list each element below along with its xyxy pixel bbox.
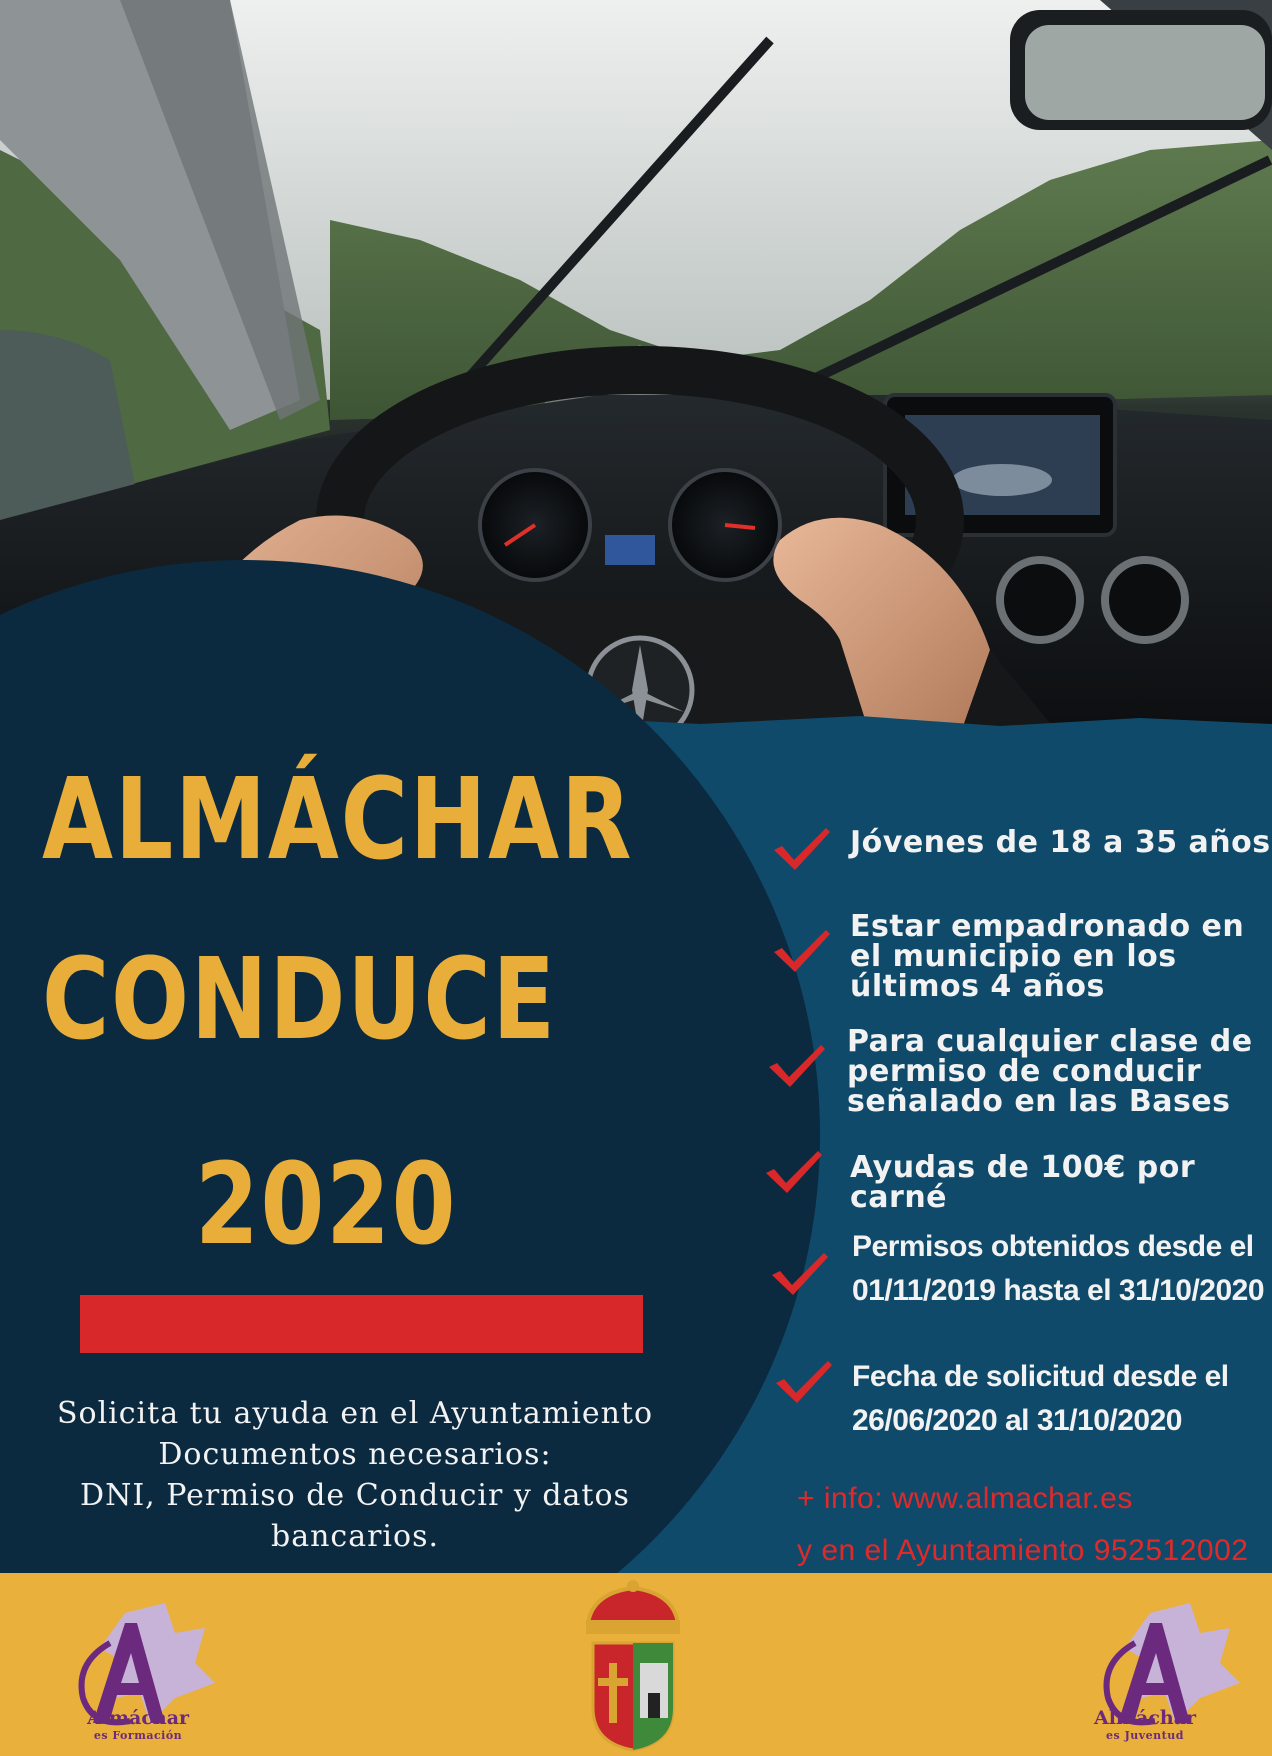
- requirement-item: [770, 909, 1245, 1004]
- check-icon: [768, 1247, 830, 1297]
- apply-line: Documentos necesarios:: [158, 1437, 552, 1472]
- title-line-2: CONDUCE: [42, 935, 557, 1065]
- apply-instructions: [20, 1393, 690, 1557]
- requirement-item: [768, 1225, 1264, 1313]
- check-icon: [762, 1145, 824, 1195]
- apply-line: DNI, Permiso de Conducir y datos: [80, 1478, 630, 1513]
- logo-band: [0, 1573, 1272, 1756]
- requirement-item: [770, 822, 1271, 872]
- requirement-item: [765, 1024, 1253, 1119]
- logo-caption-sub: es Formación: [93, 1729, 183, 1742]
- apply-line: Solicita tu ayuda en el Ayuntamiento: [56, 1396, 654, 1431]
- red-accent-bar: [80, 1295, 643, 1353]
- check-icon: [770, 924, 832, 974]
- requirement-item: [772, 1355, 1229, 1443]
- title-line-1: ALMÁCHAR: [42, 755, 634, 885]
- requirement-text: Jóvenes de 18 a 35 años: [850, 825, 1271, 860]
- apply-line: bancarios.: [270, 1519, 440, 1554]
- requirement-text: Fecha de solicitud desde el 26/06/2020 al 31/10/2020: [852, 1360, 1229, 1437]
- logo-caption-juventud: [1055, 1707, 1235, 1743]
- requirement-item: [762, 1145, 1272, 1213]
- logo-caption-main: Almáchar: [86, 1707, 190, 1729]
- check-icon: [765, 1039, 827, 1089]
- requirement-text: Estar empadronado en el municipio en los últimos 4 años: [850, 909, 1245, 1004]
- title-line-3: 2020: [195, 1140, 458, 1270]
- logo-caption-main: Almáchar: [1093, 1707, 1197, 1729]
- coat-of-arms-icon: [578, 1578, 688, 1753]
- info-website: + info: www.almachar.es: [797, 1482, 1133, 1515]
- logo-caption-sub: es Juventud: [1106, 1729, 1184, 1742]
- requirement-text: Ayudas de 100€ por carné: [850, 1150, 1196, 1215]
- requirement-text: Para cualquier clase de permiso de conducir señalado en las Bases: [847, 1024, 1253, 1119]
- requirement-text: Permisos obtenidos desde el 01/11/2019 hasta el 31/10/2020: [852, 1230, 1265, 1307]
- check-icon: [770, 822, 832, 872]
- logo-caption-formacion: [48, 1707, 228, 1743]
- info-town-hall-phone: y en el Ayuntamiento 952512002: [797, 1534, 1249, 1567]
- check-icon: [772, 1355, 834, 1405]
